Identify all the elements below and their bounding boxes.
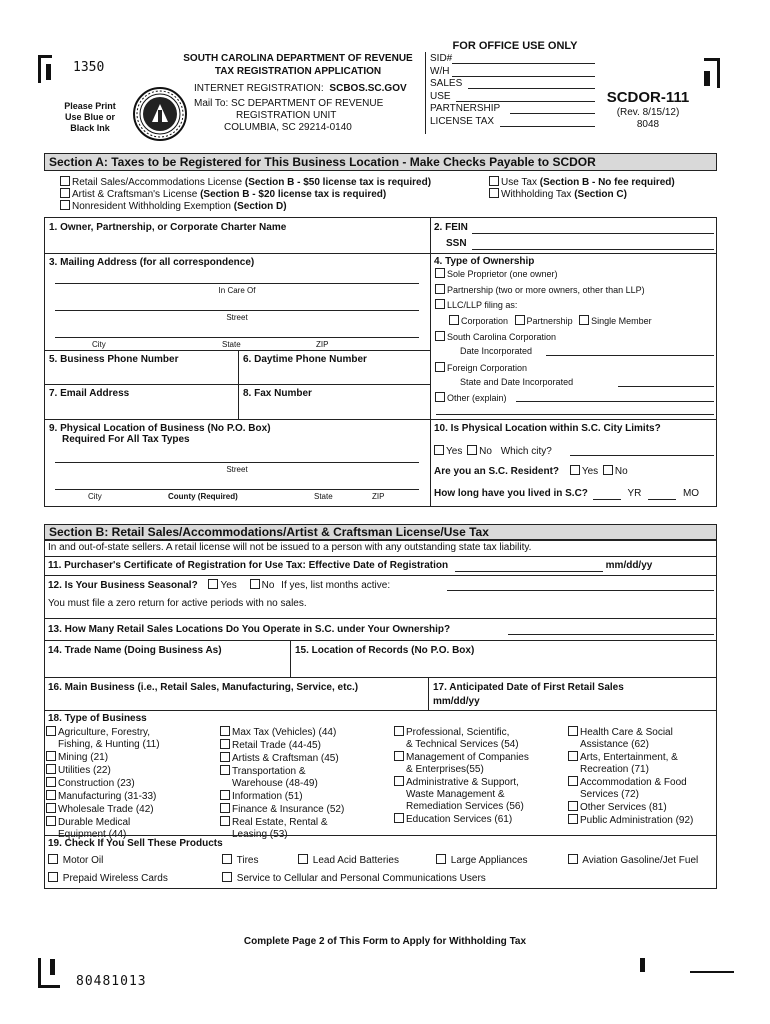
checkbox[interactable]: [568, 776, 578, 786]
office-field: W/H: [430, 66, 595, 79]
business-type-option[interactable]: [46, 777, 216, 790]
months-active-input[interactable]: [447, 590, 714, 591]
checkbox[interactable]: [60, 200, 70, 210]
grid-divider: [238, 350, 239, 419]
section-b-note: In and out-of-state sellers. A retail license will not be issued to a person with any outstanding state tax liability.: [48, 542, 532, 553]
mailing-street-caption: Street: [226, 313, 248, 322]
in-care-of-input[interactable]: [55, 283, 419, 284]
field-12: 12. Is Your Business Seasonal? Yes No If yes, list months active:: [48, 580, 391, 591]
grid-divider: [430, 217, 431, 507]
tax-option-nonresident[interactable]: Nonresident Withholding Exemption (Section D): [60, 200, 287, 213]
office-field: PARTNERSHIP: [430, 103, 595, 116]
checkbox[interactable]: [220, 790, 230, 800]
field-fein-label: 2. FEIN: [434, 222, 468, 233]
business-type-label: Recreation (71): [580, 764, 649, 775]
checkbox[interactable]: [568, 801, 578, 811]
checkbox[interactable]: [220, 816, 230, 826]
ownership-sc-corp[interactable]: South Carolina Corporation: [435, 331, 556, 343]
form-number: SCDOR-111: [606, 89, 690, 106]
business-type-label: Durable Medical: [46, 816, 216, 829]
checkbox[interactable]: [435, 331, 445, 341]
checkbox[interactable]: [394, 776, 404, 786]
business-type-option[interactable]: [220, 803, 390, 816]
business-type-label: Management of Companies: [394, 751, 569, 764]
business-type-label: Warehouse (48-49): [232, 778, 318, 789]
trade-name-input[interactable]: [48, 659, 286, 673]
mail-to-line-3: COLUMBIA, SC 29214-0140: [224, 122, 352, 133]
resident-yes-checkbox[interactable]: [570, 465, 580, 475]
business-type-label: Remediation Services (56): [406, 801, 524, 812]
corner-mark-bottom-left-v: [38, 958, 41, 988]
office-field: LICENSE TAX: [430, 116, 595, 129]
business-type-option[interactable]: [568, 751, 716, 776]
business-type-label: Arts, Entertainment, &: [568, 751, 716, 764]
field-type-of-business-label: 18. Type of Business: [48, 713, 147, 724]
business-type-label: Fishing, & Hunting (11): [58, 739, 160, 750]
business-type-label: Information (51): [220, 790, 390, 803]
grid-divider: [44, 677, 717, 678]
physical-county-caption: County (Required): [168, 492, 238, 501]
business-type-label: Mining (21): [46, 751, 216, 764]
in-care-of-caption: In Care Of: [218, 286, 256, 295]
business-type-label: Accommodation & Food: [568, 776, 716, 789]
checkbox[interactable]: [220, 752, 230, 762]
checkbox[interactable]: [46, 764, 56, 774]
ownership-other-input-2[interactable]: [436, 414, 714, 415]
ssn-input[interactable]: [472, 249, 714, 250]
business-type-column-3: [394, 726, 569, 826]
mailing-state-caption: State: [222, 340, 241, 349]
mailing-zip-caption: ZIP: [316, 340, 329, 349]
field-ssn-label: SSN: [446, 238, 467, 249]
checkbox[interactable]: [46, 790, 56, 800]
business-type-option[interactable]: [220, 726, 390, 739]
business-type-label: Leasing (53): [232, 829, 288, 840]
tax-option-artist[interactable]: Artist & Craftsman's License (Section B - $20 license tax is required): [60, 188, 386, 201]
mailing-street-input[interactable]: [55, 310, 419, 311]
product-aviation-fuel[interactable]: Aviation Gasoline/Jet Fuel: [568, 854, 698, 867]
business-type-label: Assistance (62): [580, 739, 649, 750]
checkbox[interactable]: [220, 739, 230, 749]
grid-divider: [44, 556, 717, 557]
business-type-option[interactable]: [568, 801, 716, 814]
section-b-title: Section B: Retail Sales/Accommodations/Artist & Craftsman License/Use Tax: [49, 525, 489, 539]
business-phone-input[interactable]: [48, 367, 234, 381]
checkbox[interactable]: [46, 751, 56, 761]
owner-name-input[interactable]: [48, 236, 426, 250]
office-field: SID#: [430, 53, 595, 66]
business-type-column-2: [220, 726, 390, 841]
business-type-label: Health Care & Social: [568, 726, 716, 739]
residence-duration: How long have you lived in S.C? YR MO: [434, 488, 700, 499]
product-cellular-service[interactable]: Service to Cellular and Personal Communications Users: [222, 872, 486, 885]
checkbox[interactable]: [222, 872, 232, 882]
business-type-label: Public Administration (92): [568, 814, 716, 827]
corner-mark-bottom-left-bar: [50, 959, 55, 975]
field-physical-location-sublabel: Required For All Tax Types: [62, 434, 190, 445]
mail-to-line-1: Mail To: SC DEPARTMENT OF REVENUE: [194, 98, 384, 109]
resident-question: Are you an S.C. Resident? Yes No: [434, 466, 628, 477]
seasonal-no-checkbox[interactable]: [250, 579, 260, 589]
product-motor-oil[interactable]: Motor Oil: [48, 854, 103, 867]
checkbox[interactable]: [48, 854, 58, 864]
office-use-fields: [430, 53, 595, 128]
business-type-option[interactable]: [394, 726, 569, 751]
city-limits-no-checkbox[interactable]: [467, 445, 477, 455]
corner-mark-top-right-bar: [704, 71, 710, 86]
checkbox[interactable]: [568, 726, 578, 736]
grid-divider: [44, 640, 717, 641]
business-type-option[interactable]: [394, 813, 569, 826]
mailing-city-caption: City: [92, 340, 106, 349]
checkbox[interactable]: [220, 726, 230, 736]
city-limits-yes-checkbox[interactable]: [434, 445, 444, 455]
business-type-column-1: [46, 726, 216, 841]
llc-partnership-checkbox[interactable]: [515, 315, 525, 325]
email-input[interactable]: [48, 401, 234, 415]
months-input[interactable]: [648, 489, 676, 500]
corner-mark-bottom-right-bar: [640, 958, 645, 972]
field-ownership-label: 4. Type of Ownership: [434, 256, 535, 267]
mailing-city-input[interactable]: [55, 337, 419, 338]
field-city-limits-label: 10. Is Physical Location within S.C. City Limits?: [434, 423, 661, 434]
corner-mark-top-right-v: [717, 58, 720, 88]
business-type-label: Manufacturing (31-33): [46, 790, 216, 803]
state-seal-icon: [132, 86, 188, 142]
checkbox[interactable]: [222, 854, 232, 864]
corner-mark-bottom-left-h: [38, 985, 60, 988]
business-type-option[interactable]: [220, 739, 390, 752]
grid-divider: [44, 710, 717, 711]
business-type-option[interactable]: [46, 726, 216, 751]
corner-mark-bottom-right-h: [690, 971, 734, 973]
business-type-label: Construction (23): [46, 777, 216, 790]
records-location-input[interactable]: [294, 659, 713, 673]
resident-no-checkbox[interactable]: [603, 465, 613, 475]
corner-mark-top-left-v: [38, 55, 41, 83]
sc-corp-date-input[interactable]: [546, 355, 714, 356]
business-type-option[interactable]: [568, 776, 716, 801]
business-type-option[interactable]: [220, 816, 390, 841]
years-input[interactable]: [593, 489, 621, 500]
checkbox[interactable]: [394, 751, 404, 761]
first-sales-date-format: mm/dd/yy: [433, 696, 480, 707]
checkbox[interactable]: [394, 726, 404, 736]
checkbox[interactable]: [489, 188, 499, 198]
tax-option-retail[interactable]: Retail Sales/Accommodations License (Section B - $50 license tax is required): [60, 176, 431, 189]
checkbox[interactable]: [436, 854, 446, 864]
checkbox[interactable]: [298, 854, 308, 864]
business-type-label: Other Services (81): [568, 801, 716, 814]
business-type-label: Utilities (22): [46, 764, 216, 777]
ownership-sole[interactable]: Sole Proprietor (one owner): [435, 268, 558, 280]
business-type-option[interactable]: [46, 803, 216, 816]
business-type-label: Real Estate, Rental &: [220, 816, 390, 829]
business-type-label: & Enterprises(55): [406, 764, 484, 775]
business-type-label: Services (72): [580, 789, 639, 800]
print-note-line-1: Please Print: [64, 101, 116, 111]
field-12-note: You must file a zero return for active periods with no sales.: [48, 598, 307, 609]
physical-street-input[interactable]: [55, 462, 419, 463]
llc-filing-options: Corporation Partnership Single Member: [449, 315, 652, 327]
ownership-other-input[interactable]: [516, 401, 714, 402]
checkbox[interactable]: [46, 816, 56, 826]
sc-corp-date-label: Date Incorporated: [460, 346, 533, 356]
field-13: 13. How Many Retail Sales Locations Do You Operate in S.C. under Your Ownership?: [48, 624, 451, 635]
internet-registration: [194, 83, 407, 95]
field-mailing-address-label: 3. Mailing Address (for all correspondence): [49, 257, 255, 268]
city-limits-answer: Yes No Which city?: [434, 445, 552, 458]
section-a-title: Section A: Taxes to be Registered for This Business Location - Make Checks Payable to SCDOR: [49, 155, 596, 169]
grid-divider: [44, 575, 717, 576]
business-type-option[interactable]: [46, 790, 216, 803]
business-type-column-4: [568, 726, 716, 827]
footer-note: Complete Page 2 of This Form to Apply for Withholding Tax: [243, 936, 527, 947]
business-type-label: Education Services (61): [394, 813, 569, 826]
business-type-option[interactable]: [46, 764, 216, 777]
checkbox[interactable]: [46, 803, 56, 813]
physical-street-caption: Street: [226, 465, 248, 474]
product-prepaid-wireless[interactable]: Prepaid Wireless Cards: [48, 872, 168, 885]
product-lead-acid-batteries[interactable]: Lead Acid Batteries: [298, 854, 399, 867]
grid-divider: [44, 835, 717, 836]
foreign-corp-date-input[interactable]: [618, 386, 714, 387]
business-type-label: Equipment (44): [58, 829, 127, 840]
checkbox[interactable]: [568, 854, 578, 864]
grid-divider: [430, 253, 717, 254]
physical-city-caption: City: [88, 492, 102, 501]
which-city-input[interactable]: [570, 455, 714, 456]
business-type-option[interactable]: [394, 776, 569, 813]
physical-state-caption: State: [314, 492, 333, 501]
office-box-divider: [425, 52, 426, 134]
field-fax-label: 8. Fax Number: [243, 388, 312, 399]
ownership-foreign-corp[interactable]: Foreign Corporation: [435, 362, 527, 374]
field-first-sales-date-label: 17. Anticipated Date of First Retail Sales: [433, 682, 624, 693]
checkbox[interactable]: [220, 803, 230, 813]
print-note: [52, 101, 128, 134]
foreign-corp-date-label: State and Date Incorporated: [460, 377, 574, 387]
business-type-option[interactable]: [46, 751, 216, 764]
business-type-option[interactable]: [220, 790, 390, 803]
business-type-option[interactable]: [394, 751, 569, 776]
field-products-label: 19. Check If You Sell These Products: [48, 838, 223, 849]
grid-divider: [44, 350, 430, 351]
business-type-label: Administrative & Support,: [394, 776, 569, 789]
retail-locations-input[interactable]: [508, 634, 714, 635]
business-type-option[interactable]: [220, 752, 390, 765]
business-type-label: Wholesale Trade (42): [46, 803, 216, 816]
business-type-label: Artists & Craftsman (45): [220, 752, 390, 765]
field-daytime-phone-label: 6. Daytime Phone Number: [243, 354, 367, 365]
use-tax-effective-date-input[interactable]: [455, 561, 603, 572]
grid-divider: [44, 618, 717, 619]
office-use-title: FOR OFFICE USE ONLY: [452, 40, 578, 52]
business-type-label: Agriculture, Forestry,: [46, 726, 216, 739]
physical-zip-caption: ZIP: [372, 492, 385, 501]
section-b-header: [44, 524, 717, 540]
grid-divider: [44, 419, 717, 420]
checkbox[interactable]: [60, 188, 70, 198]
business-type-label: Waste Management &: [406, 789, 505, 800]
business-type-label: & Technical Services (54): [406, 739, 519, 750]
business-type-option[interactable]: [568, 726, 716, 751]
field-business-phone-label: 5. Business Phone Number: [49, 354, 179, 365]
field-11: 11. Purchaser's Certificate of Registration for Use Tax: Effective Date of Registration mm/dd/yy: [48, 560, 653, 571]
business-type-label: Max Tax (Vehicles) (44): [220, 726, 390, 739]
ownership-partnership[interactable]: Partnership (two or more owners, other than LLP): [435, 284, 645, 296]
footer-code: 80481013: [76, 974, 147, 989]
checkbox[interactable]: [220, 765, 230, 775]
checkbox[interactable]: [435, 299, 445, 309]
tax-option-withholding[interactable]: Withholding Tax (Section C): [489, 188, 627, 201]
grid-divider: [44, 384, 430, 385]
product-tires[interactable]: Tires: [222, 854, 258, 867]
business-type-option[interactable]: [220, 765, 390, 790]
form-revision: (Rev. 8/15/12): [616, 107, 680, 118]
field-email-label: 7. Email Address: [49, 388, 130, 399]
business-type-label: Finance & Insurance (52): [220, 803, 390, 816]
business-type-label: Professional, Scientific,: [394, 726, 569, 739]
grid-divider: [44, 253, 430, 254]
llc-corporation-checkbox[interactable]: [449, 315, 459, 325]
physical-city-input[interactable]: [55, 489, 419, 490]
field-owner-name-label: 1. Owner, Partnership, or Corporate Charter Name: [49, 222, 287, 233]
print-note-line-2: Use Blue or: [64, 112, 115, 122]
section-a-header: [44, 153, 717, 171]
fein-input[interactable]: [472, 233, 714, 234]
checkbox[interactable]: [48, 872, 58, 882]
agency-name: SOUTH CAROLINA DEPARTMENT OF REVENUE: [183, 53, 413, 64]
office-field: USE: [430, 91, 595, 104]
checkbox[interactable]: [394, 813, 404, 823]
field-physical-location-label: 9. Physical Location of Business (No P.O. Box): [49, 423, 271, 434]
form-id: 8048: [636, 119, 660, 130]
checkbox[interactable]: [568, 814, 578, 824]
tax-option-use-tax[interactable]: Use Tax (Section B - No fee required): [489, 176, 675, 189]
seasonal-yes-checkbox[interactable]: [208, 579, 218, 589]
field-main-business-label: 16. Main Business (i.e., Retail Sales, Manufacturing, Service, etc.): [48, 682, 359, 693]
field-trade-name-label: 14. Trade Name (Doing Business As): [48, 645, 222, 656]
form-code: 1350: [73, 60, 105, 75]
print-note-line-3: Black Ink: [70, 123, 110, 133]
field-records-location-label: 15. Location of Records (No P.O. Box): [295, 645, 475, 656]
product-large-appliances[interactable]: Large Appliances: [436, 854, 528, 867]
checkbox[interactable]: [46, 777, 56, 787]
llc-single-member-checkbox[interactable]: [579, 315, 589, 325]
internet-url[interactable]: SCBOS.SC.GOV: [329, 83, 407, 94]
checkbox[interactable]: [60, 176, 70, 186]
checkbox[interactable]: [489, 176, 499, 186]
business-type-label: Transportation &: [220, 765, 390, 778]
office-field: SALES: [430, 78, 595, 91]
ownership-llc[interactable]: LLC/LLP filing as:: [435, 299, 517, 311]
grid-divider: [290, 640, 291, 677]
business-type-label: Retail Trade (44-45): [220, 739, 390, 752]
internet-label: INTERNET REGISTRATION:: [194, 83, 324, 94]
corner-mark-top-left-bar: [46, 64, 51, 80]
checkbox[interactable]: [46, 726, 56, 736]
checkbox[interactable]: [568, 751, 578, 761]
mail-to-line-2: REGISTRATION UNIT: [236, 110, 337, 121]
fax-input[interactable]: [242, 401, 426, 415]
ownership-other[interactable]: Other (explain): [435, 392, 507, 404]
application-title: TAX REGISTRATION APPLICATION: [214, 66, 382, 77]
grid-divider: [428, 677, 429, 710]
checkbox[interactable]: [435, 392, 445, 402]
daytime-phone-input[interactable]: [242, 367, 426, 381]
checkbox[interactable]: [435, 362, 445, 372]
business-type-option[interactable]: [568, 814, 716, 827]
checkbox[interactable]: [435, 284, 445, 294]
checkbox[interactable]: [435, 268, 445, 278]
